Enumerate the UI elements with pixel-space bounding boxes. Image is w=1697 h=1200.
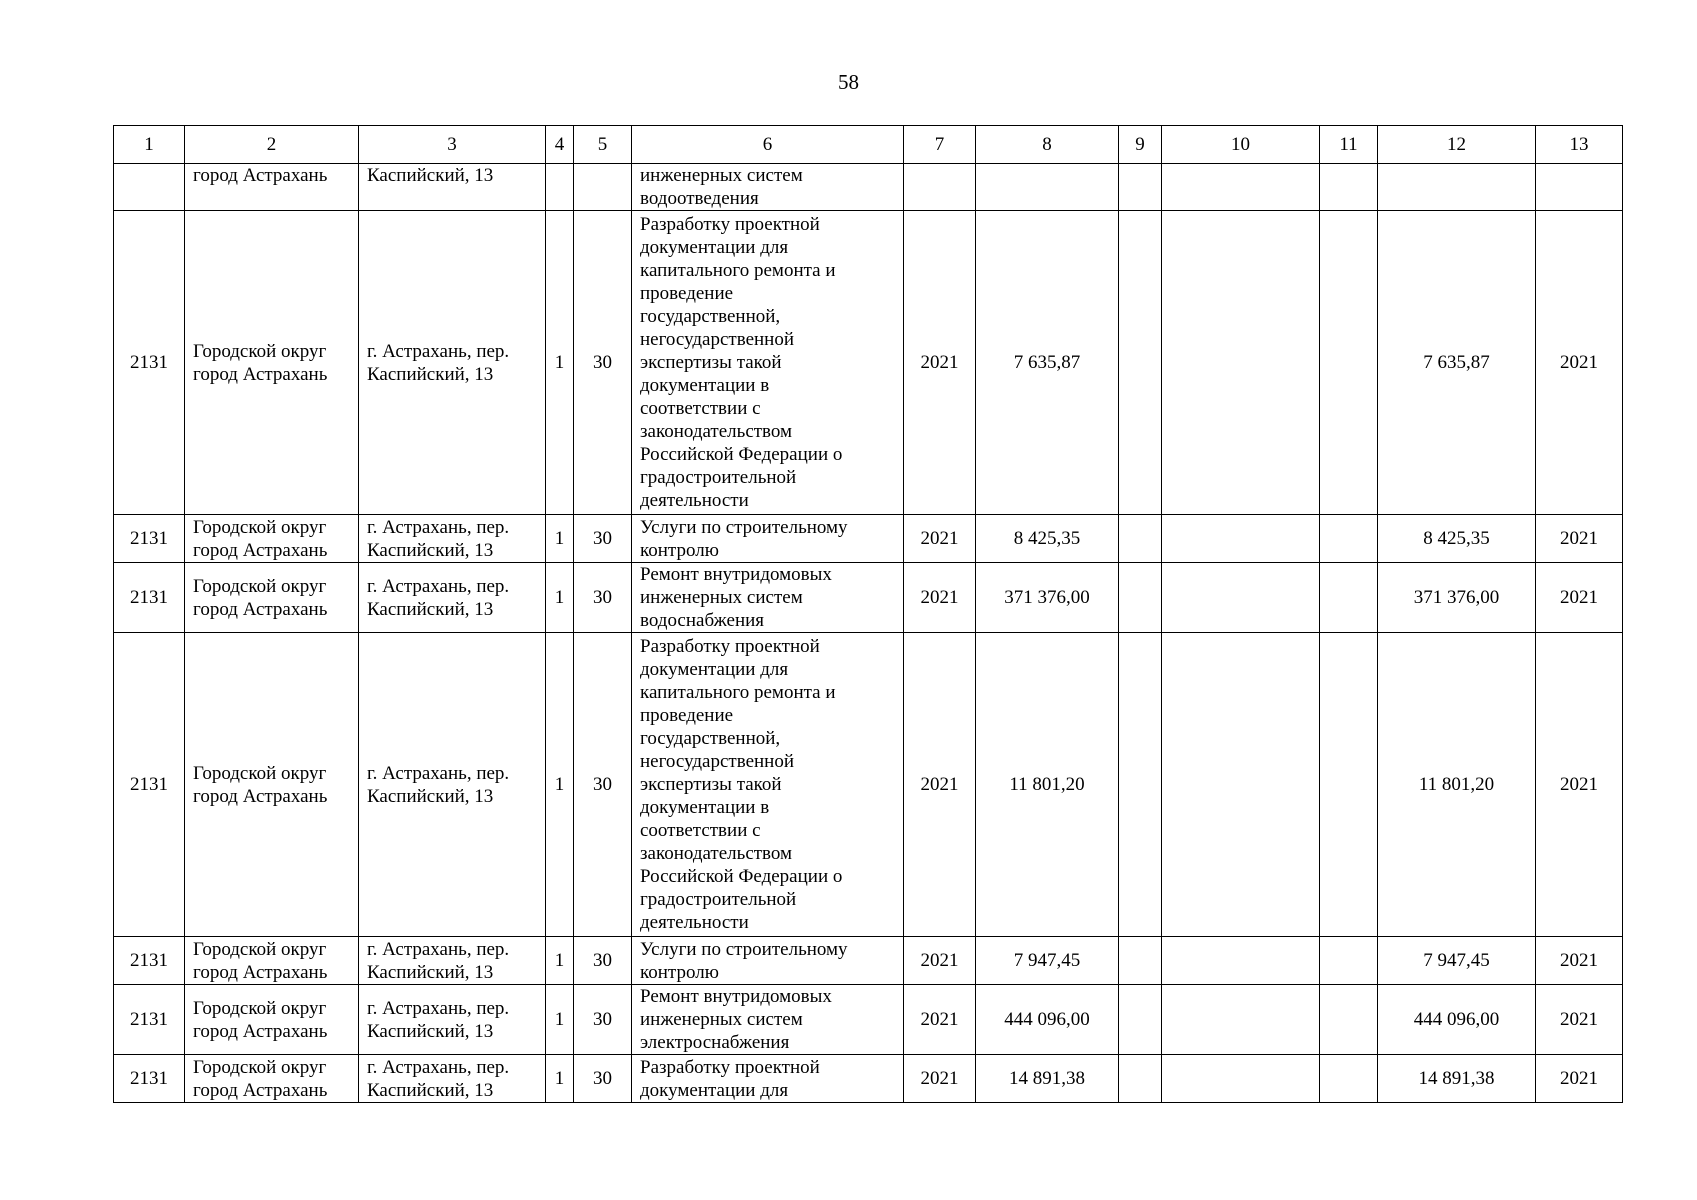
cell-number: 2131 (114, 1055, 185, 1103)
cell-number: 2131 (114, 985, 185, 1055)
cell-end-year: 2021 (1536, 1055, 1623, 1103)
cell-address: г. Астрахань, пер. Каспийский, 13 (359, 1055, 546, 1103)
cell-col11 (1320, 1055, 1378, 1103)
cell-total: 7 635,87 (1378, 211, 1536, 515)
cell-number: 2131 (114, 937, 185, 985)
cell-col10 (1162, 563, 1320, 633)
cell-col10 (1162, 164, 1320, 211)
cell-col4: 1 (546, 515, 574, 563)
header-cell: 7 (904, 126, 976, 164)
table-row (114, 985, 1623, 1055)
cell-col4: 1 (546, 1055, 574, 1103)
table-row (114, 1055, 1623, 1103)
cell-address: Каспийский, 13 (359, 164, 546, 211)
cell-col5: 30 (574, 633, 632, 937)
cell-col4 (546, 164, 574, 211)
cell-address: г. Астрахань, пер. Каспийский, 13 (359, 985, 546, 1055)
cell-number: 2131 (114, 211, 185, 515)
cell-col9 (1119, 633, 1162, 937)
table-row-continuation (114, 164, 1623, 211)
cell-cost: 7 635,87 (976, 211, 1119, 515)
cell-year: 2021 (904, 633, 976, 937)
header-cell: 6 (632, 126, 904, 164)
works-table (113, 125, 1623, 1103)
cell-col9 (1119, 985, 1162, 1055)
header-cell: 10 (1162, 126, 1320, 164)
cell-number: 2131 (114, 563, 185, 633)
table-row (114, 563, 1623, 633)
table-row (114, 937, 1623, 985)
cell-col11 (1320, 515, 1378, 563)
cell-total: 371 376,00 (1378, 563, 1536, 633)
cell-col4: 1 (546, 633, 574, 937)
cell-total: 8 425,35 (1378, 515, 1536, 563)
cell-total: 7 947,45 (1378, 937, 1536, 985)
cell-work-type: Услуги по строительному контролю (632, 937, 904, 985)
cell-work-type: инженерных систем водоотведения (632, 164, 904, 211)
cell-col9 (1119, 515, 1162, 563)
header-cell: 3 (359, 126, 546, 164)
cell-cost: 444 096,00 (976, 985, 1119, 1055)
cell-col10 (1162, 211, 1320, 515)
cell-municipality: Городской округ город Астрахань (185, 985, 359, 1055)
cell-municipality: Городской округ город Астрахань (185, 563, 359, 633)
cell-end-year: 2021 (1536, 937, 1623, 985)
header-cell: 11 (1320, 126, 1378, 164)
cell-col9 (1119, 164, 1162, 211)
cell-municipality: Городской округ город Астрахань (185, 515, 359, 563)
cell-col4: 1 (546, 937, 574, 985)
cell-col11 (1320, 164, 1378, 211)
cell-col10 (1162, 1055, 1320, 1103)
table-row (114, 515, 1623, 563)
cell-work-type: Ремонт внутридомовых инженерных систем водоснабжения (632, 563, 904, 633)
cell-col5: 30 (574, 985, 632, 1055)
page-number: 58 (838, 70, 859, 94)
cell-municipality: Городской округ город Астрахань (185, 937, 359, 985)
cell-year: 2021 (904, 563, 976, 633)
cell-col11 (1320, 563, 1378, 633)
cell-total: 444 096,00 (1378, 985, 1536, 1055)
cell-address: г. Астрахань, пер. Каспийский, 13 (359, 563, 546, 633)
cell-number: 2131 (114, 515, 185, 563)
cell-col10 (1162, 515, 1320, 563)
cell-col10 (1162, 937, 1320, 985)
cell-number (114, 164, 185, 211)
header-cell: 2 (185, 126, 359, 164)
cell-year: 2021 (904, 211, 976, 515)
table-header-row (114, 126, 1623, 164)
header-cell: 9 (1119, 126, 1162, 164)
cell-municipality: Городской округ город Астрахань (185, 211, 359, 515)
cell-work-type: Ремонт внутридомовых инженерных систем электроснабжения (632, 985, 904, 1055)
cell-year (904, 164, 976, 211)
cell-address: г. Астрахань, пер. Каспийский, 13 (359, 211, 546, 515)
cell-col4: 1 (546, 211, 574, 515)
cell-col5: 30 (574, 563, 632, 633)
cell-col11 (1320, 633, 1378, 937)
cell-col5: 30 (574, 515, 632, 563)
cell-year: 2021 (904, 515, 976, 563)
cell-total (1378, 164, 1536, 211)
cell-address: г. Астрахань, пер. Каспийский, 13 (359, 515, 546, 563)
header-cell: 13 (1536, 126, 1623, 164)
cell-end-year (1536, 164, 1623, 211)
cell-col9 (1119, 563, 1162, 633)
cell-year: 2021 (904, 1055, 976, 1103)
cell-municipality: Городской округ город Астрахань (185, 633, 359, 937)
cell-col4: 1 (546, 985, 574, 1055)
cell-col5: 30 (574, 211, 632, 515)
header-cell: 8 (976, 126, 1119, 164)
cell-cost: 11 801,20 (976, 633, 1119, 937)
cell-col11 (1320, 937, 1378, 985)
header-cell: 5 (574, 126, 632, 164)
cell-cost (976, 164, 1119, 211)
cell-end-year: 2021 (1536, 563, 1623, 633)
cell-year: 2021 (904, 985, 976, 1055)
cell-total: 11 801,20 (1378, 633, 1536, 937)
cell-col9 (1119, 937, 1162, 985)
cell-work-type: Разработку проектной документации для (632, 1055, 904, 1103)
table-row (114, 633, 1623, 937)
cell-cost: 8 425,35 (976, 515, 1119, 563)
cell-work-type: Разработку проектной документации для капитального ремонта и проведение государственной, негосударственной экспертизы такой документации в соответствии с законодательством Российской Федерации о градостроительной деятельности (632, 211, 904, 515)
cell-address: г. Астрахань, пер. Каспийский, 13 (359, 937, 546, 985)
cell-col11 (1320, 985, 1378, 1055)
cell-col5: 30 (574, 937, 632, 985)
cell-cost: 14 891,38 (976, 1055, 1119, 1103)
header-cell: 12 (1378, 126, 1536, 164)
cell-col4: 1 (546, 563, 574, 633)
header-cell: 1 (114, 126, 185, 164)
table-row (114, 211, 1623, 515)
cell-col10 (1162, 985, 1320, 1055)
cell-municipality: город Астрахань (185, 164, 359, 211)
cell-col5 (574, 164, 632, 211)
header-cell: 4 (546, 126, 574, 164)
cell-year: 2021 (904, 937, 976, 985)
cell-total: 14 891,38 (1378, 1055, 1536, 1103)
cell-col11 (1320, 211, 1378, 515)
cell-cost: 371 376,00 (976, 563, 1119, 633)
cell-end-year: 2021 (1536, 515, 1623, 563)
cell-col9 (1119, 1055, 1162, 1103)
cell-col10 (1162, 633, 1320, 937)
cell-end-year: 2021 (1536, 633, 1623, 937)
cell-end-year: 2021 (1536, 985, 1623, 1055)
cell-col5: 30 (574, 1055, 632, 1103)
cell-end-year: 2021 (1536, 211, 1623, 515)
cell-work-type: Услуги по строительному контролю (632, 515, 904, 563)
cell-municipality: Городской округ город Астрахань (185, 1055, 359, 1103)
cell-col9 (1119, 211, 1162, 515)
cell-address: г. Астрахань, пер. Каспийский, 13 (359, 633, 546, 937)
cell-number: 2131 (114, 633, 185, 937)
cell-cost: 7 947,45 (976, 937, 1119, 985)
cell-work-type: Разработку проектной документации для капитального ремонта и проведение государственной, негосударственной экспертизы такой документации в соответствии с законодательством Российской Федерации о градостроительной деятельности (632, 633, 904, 937)
